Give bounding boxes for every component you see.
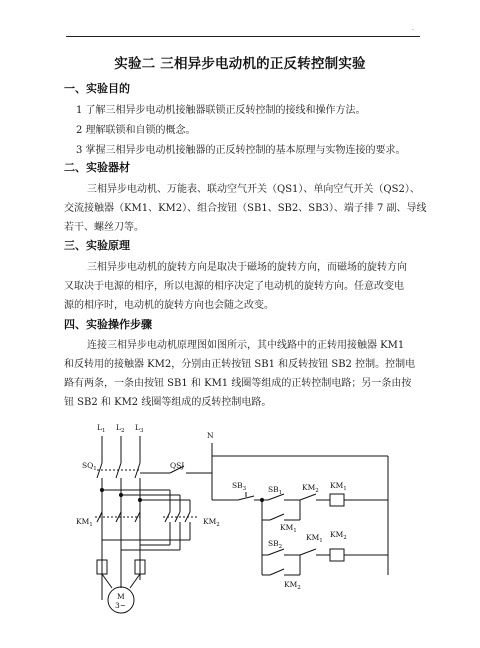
label-km1-lock: $KM_1$ (306, 533, 323, 544)
label-l1: $L_1$ (97, 423, 106, 434)
paragraph-line: 钮 SB2 和 KM2 线圈等组成的反转控制电路。 (64, 397, 272, 408)
label-n: N (207, 431, 214, 440)
paragraph-line: 若干、螺丝刀等。 (64, 222, 144, 233)
km2-coil (330, 549, 344, 561)
label-motor-phase: 3~ (115, 601, 127, 610)
label-motor: M (117, 592, 125, 601)
sb2-contact (268, 549, 284, 555)
paragraph-line: 交流接触器（KM1、KM2）、组合按钮（SB1、SB2、SB3）、端子排 7 副、导线 (64, 203, 427, 214)
section-heading-purpose: 一、实验目的 (64, 82, 130, 95)
label-sb2: $SB_2$ (268, 539, 283, 550)
paragraph-line: 1 了解三相异步电动机接触器联锁正反转控制的接线和操作方法。 (76, 105, 366, 116)
label-km1-main: $KM_1$ (76, 517, 93, 528)
label-l3: $L_3$ (135, 423, 144, 434)
motor-lead (102, 574, 112, 588)
sb1-contact (268, 494, 284, 500)
label-sq1: $SQ_1$ (82, 461, 97, 472)
label-km2-lock-top: $KM_2$ (302, 483, 319, 494)
paragraph-line: 又取决于电源的相序，所以电源的相序决定了电动机的旋转方向。任意改变电 (64, 281, 404, 292)
paragraph-line: 和反转用的接触器 KM2，分别由正转按钮 SB1 和反转按钮 SB2 控制。控制电 (64, 359, 416, 370)
km2-hold-contact (270, 569, 284, 575)
label-qsj: QSJ (170, 461, 185, 470)
paragraph-line: 源的相序时，电动机的旋转方向也会随之改变。 (64, 300, 274, 311)
paragraph-line: 三相异步电动机、万能表、联动空气开关（QS1）、单向空气开关（QS2）、 (87, 184, 420, 195)
page-title: 实验二 三相异步电动机的正反转控制实验 (114, 56, 366, 72)
paragraph-line: 2 理解联锁和自锁的概念。 (76, 125, 196, 136)
label-km1-coil: $KM_1$ (330, 481, 347, 492)
section-heading-equipment: 二、实验器材 (64, 161, 130, 174)
paragraph-line: 3 掌握三相异步电动机接触器的正反转控制的基本原理与实物连接的要求。 (76, 145, 406, 156)
km1-coil (330, 494, 344, 506)
header-mark: · (412, 27, 414, 34)
label-sb3: $SB_3$ (232, 481, 247, 492)
km2-nc-contact (300, 494, 316, 500)
label-l2: $L_2$ (116, 423, 125, 434)
section-heading-procedure: 四、实验操作步骤 (64, 318, 152, 331)
motor-lead (130, 574, 140, 588)
paragraph-line: 三相异步电动机的旋转方向是取决于磁场的旋转方向，而磁场的旋转方向 (87, 262, 407, 273)
label-km2-coil: $KM_2$ (330, 530, 347, 541)
section-heading-principle: 三、实验原理 (64, 239, 130, 252)
km1-nc-contact (300, 549, 316, 555)
label-sb1: $SB_1$ (268, 485, 283, 496)
paragraph-line: 连接三相异步电动机原理图如图所示，其中线路中的正转用接触器 KM1 (87, 340, 405, 351)
km1-hold-contact (270, 514, 284, 520)
label-km2-main: $KM_2$ (203, 517, 220, 528)
label-km2-hold: $KM_2$ (284, 580, 301, 591)
label-km1-hold: $KM_1$ (280, 523, 297, 534)
paragraph-line: 路有两条，一条由按钮 SB1 和 KM1 线圈等组成的正转控制电路；另一条由按 (64, 378, 412, 389)
